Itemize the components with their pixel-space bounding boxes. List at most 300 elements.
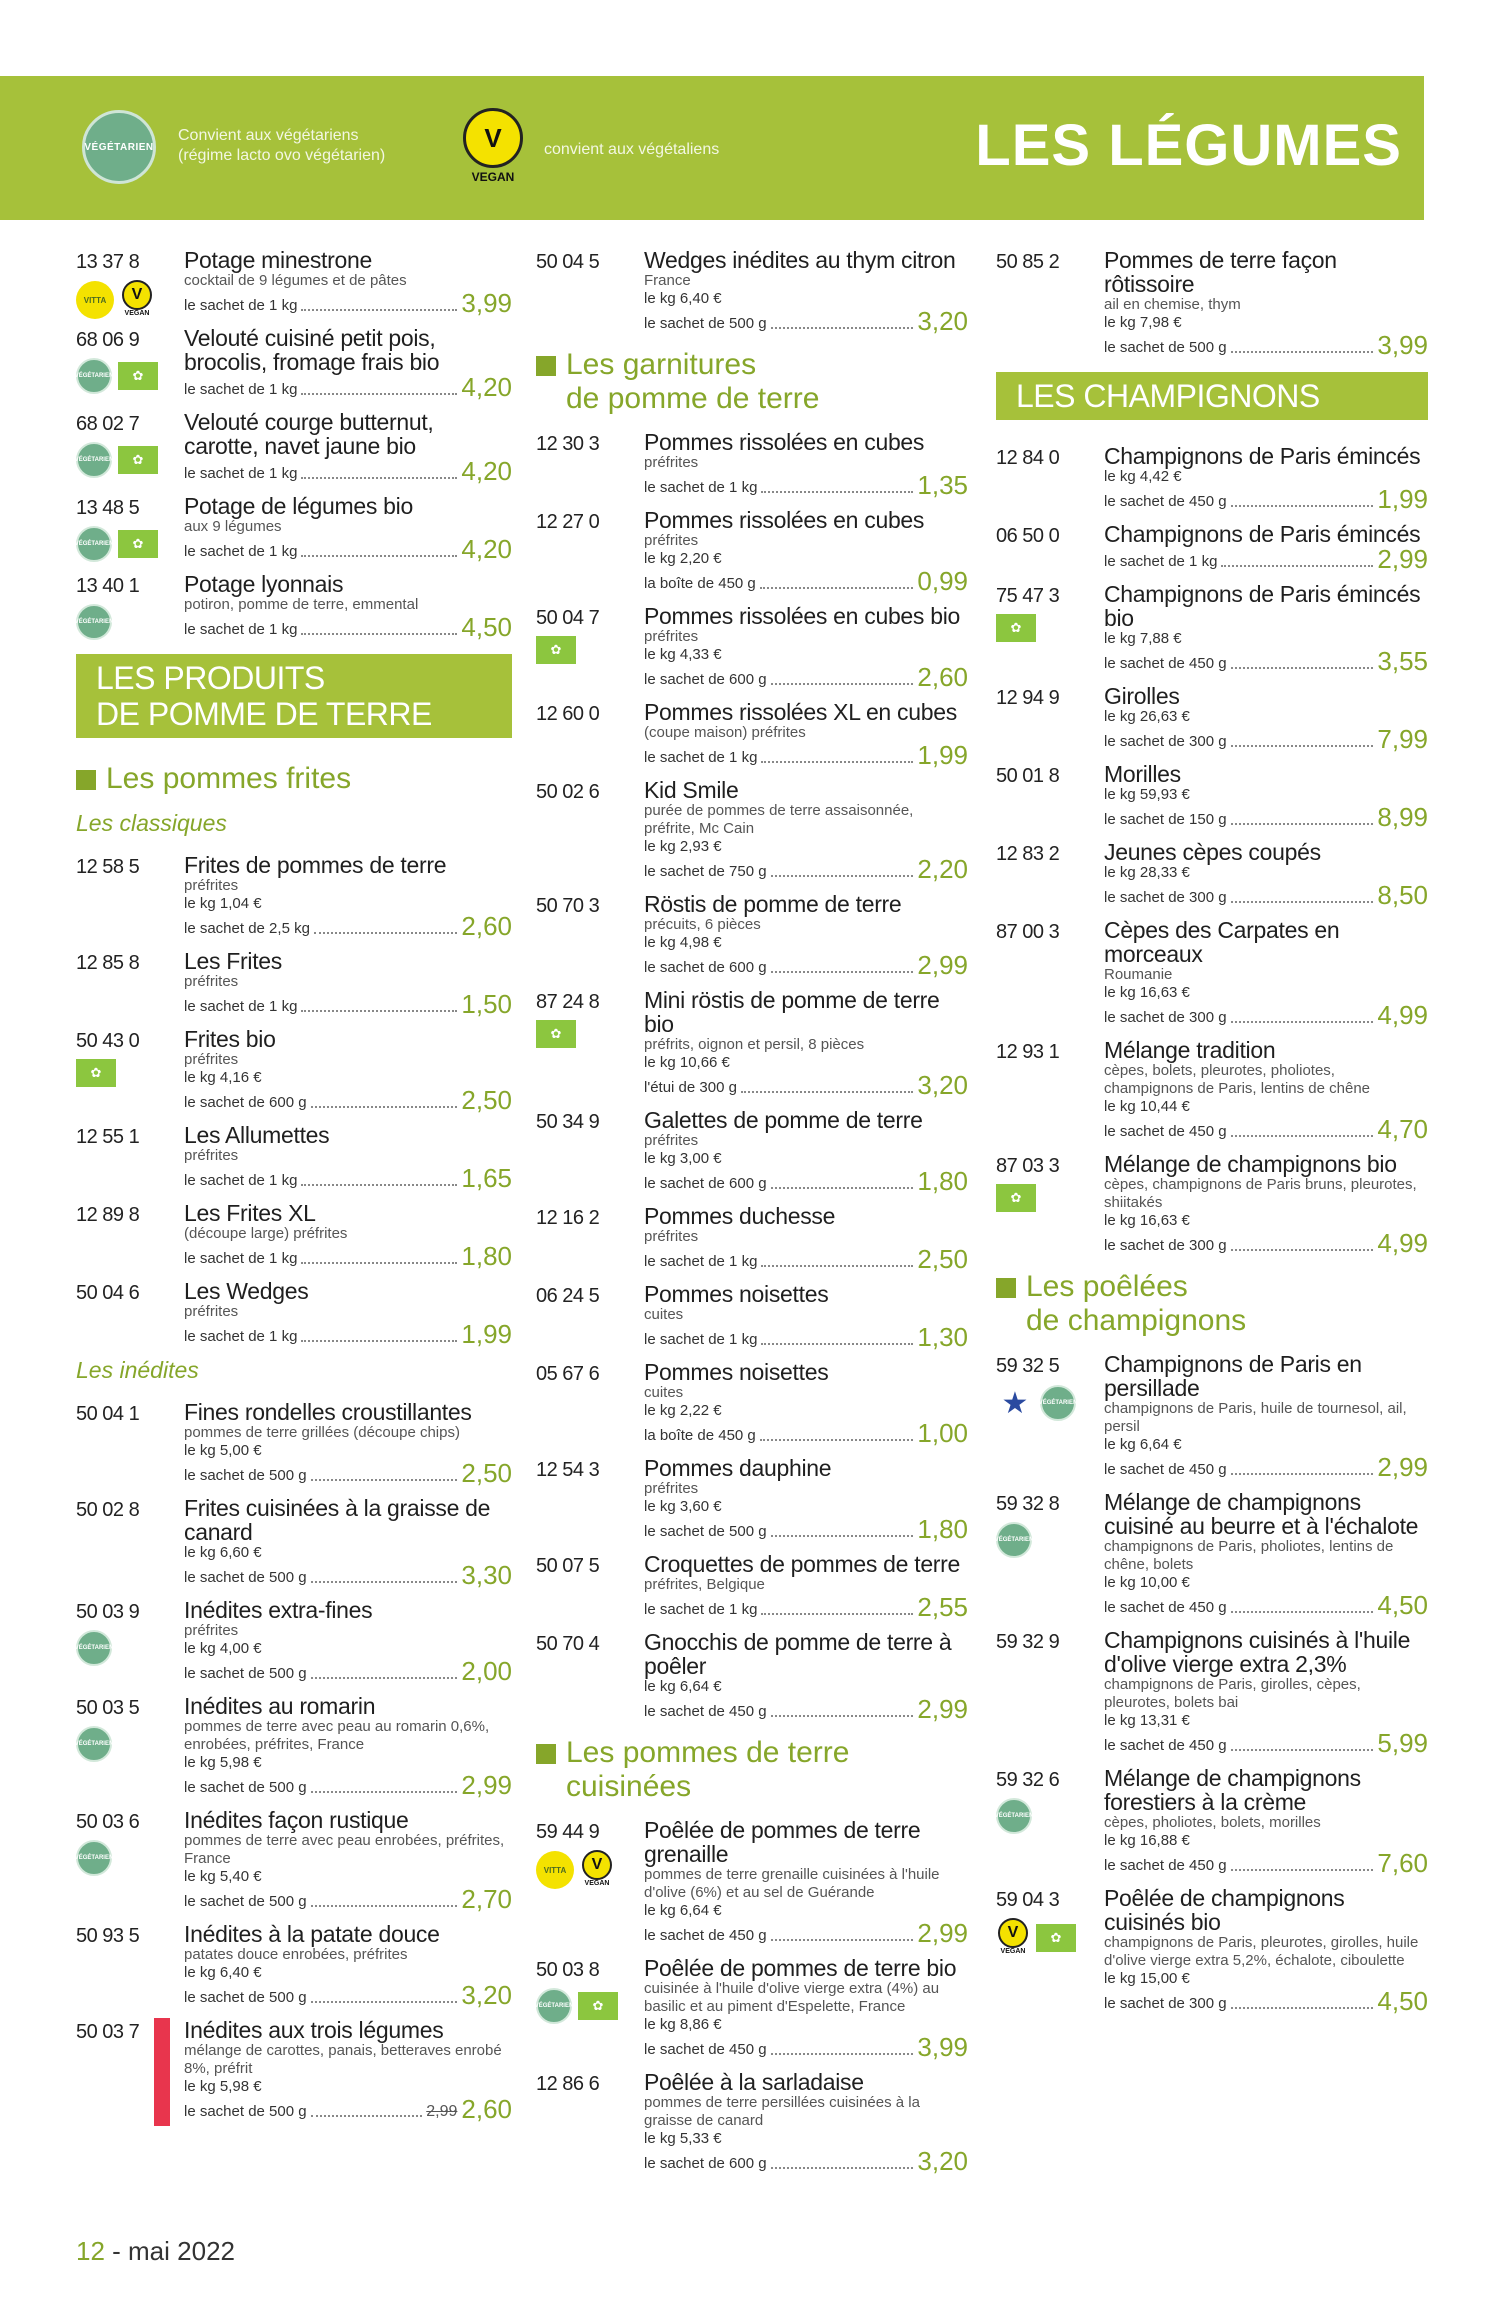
unit-price: le kg 16,63 €: [1104, 1212, 1190, 1229]
price-line: [1104, 546, 1428, 572]
unit-price: le kg 7,98 €: [1104, 314, 1182, 331]
price-line: [644, 1516, 968, 1542]
product-description: potiron, pomme de terre, emmental: [184, 596, 419, 613]
price-line: [184, 1886, 512, 1912]
product-list: [76, 248, 512, 640]
product-code: 06 24 5: [536, 1285, 600, 1307]
product-description: préfrites: [644, 1480, 699, 1497]
product-item: [76, 1201, 512, 1269]
price-line: [644, 1324, 968, 1350]
product-name: Inédites extra-fines: [184, 1597, 373, 1623]
product-code: 12 54 3: [536, 1459, 600, 1481]
price: 2,60: [461, 2094, 512, 2124]
price: 4,70: [1377, 1114, 1428, 1144]
product-name: Wedges inédites au thym citron: [644, 247, 956, 273]
dot-leader: [771, 1187, 914, 1189]
product-description: champignons de Paris, girolles, cèpes, pleurotes, bolets bai: [1104, 1676, 1361, 1711]
price: 4,99: [1377, 1000, 1428, 1030]
package-size: le sachet de 450 g: [1104, 1599, 1227, 1616]
product-code: 12 60 0: [536, 703, 600, 725]
organic-eu-leaf-icon: ✿: [996, 614, 1036, 642]
package-size: le sachet de 450 g: [1104, 655, 1227, 672]
product-name: Champignons de Paris en persillade: [1104, 1351, 1362, 1401]
price: 1,35: [917, 470, 968, 500]
vegan-label: VEGAN: [124, 310, 150, 317]
product-name: Inédites façon rustique: [184, 1807, 409, 1833]
price: 4,20: [461, 534, 512, 564]
price-line: [644, 1420, 968, 1446]
product-description: Roumanie: [1104, 966, 1173, 983]
price-line: [184, 1087, 512, 1113]
product-list: [996, 1352, 1428, 2014]
subsection-garnitures: Les garnitures de pomme de terre: [536, 348, 968, 416]
dot-leader: [761, 761, 913, 763]
product-labels: [76, 1059, 116, 1087]
subsection-poelees-champignons: Les poêlées de champignons: [996, 1270, 1428, 1338]
package-size: le sachet de 1 kg: [184, 1250, 298, 1267]
product-code: 59 44 9: [536, 1821, 600, 1843]
price: 3,55: [1377, 646, 1428, 676]
dot-leader: [1231, 2007, 1374, 2009]
product-name: Frites bio: [184, 1026, 276, 1052]
product-name: Potage lyonnais: [184, 571, 344, 597]
product-item: [536, 1360, 968, 1446]
dot-leader: [1231, 1021, 1374, 1023]
price-line: [1104, 1988, 1428, 2014]
promo-marker: [154, 2018, 170, 2126]
vegan-badge-icon: V VEGAN: [460, 108, 526, 190]
category-classiques: Les classiques: [76, 810, 227, 836]
price-line: [1104, 1116, 1428, 1142]
product-description: préfrites: [184, 1622, 239, 1639]
product-name: Frites de pommes de terre: [184, 852, 447, 878]
vegetarian-legend-line-1: Convient aux végétariens: [178, 127, 359, 144]
product-description: purée de pommes de terre assaisonnée, préfrite, Mc Cain: [644, 802, 914, 837]
price-line: [644, 472, 968, 498]
price-line: [644, 2034, 968, 2060]
product-item: [996, 1766, 1428, 1876]
product-list: [536, 1818, 968, 2174]
organic-eu-leaf-icon: ✿: [996, 1184, 1036, 1212]
dot-leader: [301, 477, 457, 479]
package-size: le sachet de 300 g: [1104, 1995, 1227, 2012]
product-code: 50 04 1: [76, 1403, 140, 1425]
price-line: [184, 1321, 512, 1347]
price-line: [184, 1562, 512, 1588]
product-item: [76, 1279, 512, 1347]
price-line: [1104, 1730, 1428, 1756]
dot-leader: [314, 932, 457, 934]
unit-price: le kg 5,98 €: [184, 2078, 262, 2095]
unit-price: le kg 28,33 €: [1104, 864, 1190, 881]
product-item: [536, 1204, 968, 1272]
product-description: pommes de terre avec peau au romarin 0,6%, enrobées, préfrites, France: [184, 1718, 490, 1753]
price-line: [1104, 726, 1428, 752]
unit-price: le kg 13,31 €: [1104, 1712, 1190, 1729]
unit-price: le kg 4,00 €: [184, 1640, 262, 1657]
vegetarian-icon: VÉGÉTARIEN: [76, 358, 112, 394]
package-size: le sachet de 450 g: [644, 2041, 767, 2058]
product-name: Jeunes cèpes coupés: [1104, 839, 1321, 865]
price: 2,99: [1377, 1452, 1428, 1482]
product-item: [536, 2070, 968, 2174]
product-name: Cèpes des Carpates en morceaux: [1104, 917, 1340, 967]
product-labels: [536, 1988, 618, 2024]
unit-price: le kg 5,98 €: [184, 1754, 262, 1771]
product-description: mélange de carottes, panais, betteraves enrobé 8%, préfrit: [184, 2042, 502, 2077]
unit-price: le kg 4,33 €: [644, 646, 722, 663]
product-description: aux 9 légumes: [184, 518, 282, 535]
product-description: cocktail de 9 légumes et de pâtes: [184, 272, 407, 289]
package-size: le sachet de 1 kg: [184, 1172, 298, 1189]
product-labels: [76, 1840, 112, 1876]
product-list: [996, 444, 1428, 1256]
product-name: Pommes rissolées en cubes: [644, 507, 925, 533]
product-code: 12 84 0: [996, 447, 1060, 469]
unit-price: le kg 16,88 €: [1104, 1832, 1190, 1849]
unit-price: le kg 5,40 €: [184, 1868, 262, 1885]
product-item: [996, 444, 1428, 512]
product-item: [536, 988, 968, 1098]
price: 8,50: [1377, 880, 1428, 910]
dot-leader: [311, 2001, 458, 2003]
product-code: 50 04 7: [536, 607, 600, 629]
product-item: [996, 840, 1428, 908]
product-name: Fines rondelles croustillantes: [184, 1399, 472, 1425]
price: 4,99: [1377, 1228, 1428, 1258]
product-description: patates douce enrobées, préfrites: [184, 1946, 408, 1963]
product-item: [996, 1038, 1428, 1142]
price-line: [184, 290, 512, 316]
product-code: 50 03 9: [76, 1601, 140, 1623]
product-item: [536, 700, 968, 768]
package-size: le sachet de 2,5 kg: [184, 920, 310, 937]
package-size: le sachet de 600 g: [644, 671, 767, 688]
product-name: Poêlée à la sarladaise: [644, 2069, 864, 2095]
product-description: champignons de Paris, pleurotes, girolles, huile d'olive vierge extra 5,2%, échalote, ciboulette: [1104, 1934, 1419, 1969]
organic-eu-leaf-icon: ✿: [536, 1020, 576, 1048]
product-code: 87 00 3: [996, 921, 1060, 943]
vegan-label: VEGAN: [584, 1880, 610, 1887]
product-description: préfrites: [184, 1147, 239, 1164]
product-item: [76, 1922, 512, 2008]
price: 2,70: [461, 1884, 512, 1914]
price: 3,30: [461, 1560, 512, 1590]
dot-leader: [1231, 667, 1374, 669]
product-code: 50 07 5: [536, 1555, 600, 1577]
product-item: [76, 1400, 512, 1486]
product-item: [536, 778, 968, 882]
product-description: (découpe large) préfrites: [184, 1225, 348, 1242]
dot-leader: [761, 491, 913, 493]
product-description: cèpes, champignons de Paris bruns, pleurotes, shiitakés: [1104, 1176, 1417, 1211]
product-item: [76, 248, 512, 316]
product-name: Inédites aux trois légumes: [184, 2017, 444, 2043]
package-size: l'étui de 300 g: [644, 1079, 737, 1096]
dot-leader: [1231, 823, 1374, 825]
price: 0,99: [917, 566, 968, 596]
price-line: [1104, 1230, 1428, 1256]
product-code: 59 32 8: [996, 1493, 1060, 1515]
dot-leader: [1231, 505, 1374, 507]
vegetarian-icon: VÉGÉTARIEN: [76, 1840, 112, 1876]
package-size: le sachet de 150 g: [1104, 811, 1227, 828]
product-name: Champignons de Paris émincés: [1104, 443, 1421, 469]
price: 8,99: [1377, 802, 1428, 832]
product-code: 59 32 6: [996, 1769, 1060, 1791]
organic-eu-leaf-icon: ✿: [76, 1059, 116, 1087]
dot-leader: [301, 633, 457, 635]
package-size: la boîte de 450 g: [644, 1427, 756, 1444]
column-1: [76, 248, 512, 2132]
product-description: champignons de Paris, huile de tournesol, ail, persil: [1104, 1400, 1407, 1435]
product-description: préfrits, oignon et persil, 8 pièces: [644, 1036, 865, 1053]
product-name: Mélange de champignons cuisiné au beurre et à l'échalote: [1104, 1489, 1419, 1539]
vegan-legend: convient aux végétaliens: [544, 141, 720, 158]
dot-leader: [761, 1265, 913, 1267]
product-code: 50 43 0: [76, 1030, 140, 1052]
package-size: le sachet de 1 kg: [184, 1328, 298, 1345]
package-size: le sachet de 1 kg: [184, 998, 298, 1015]
price-line: [184, 1165, 512, 1191]
product-labels: [536, 1850, 614, 1890]
price-line: [184, 2096, 512, 2122]
package-size: le sachet de 1 kg: [644, 1331, 758, 1348]
product-labels: [76, 1726, 112, 1762]
product-code: 12 85 8: [76, 952, 140, 974]
unit-price: le kg 5,33 €: [644, 2130, 722, 2147]
dot-leader: [771, 2167, 914, 2169]
product-code: 06 50 0: [996, 525, 1060, 547]
package-size: le sachet de 600 g: [644, 2155, 767, 2172]
old-price: 2,99: [426, 2103, 458, 2120]
vitta-logo-icon: VITTA: [76, 281, 114, 319]
product-labels: [76, 442, 158, 478]
product-item: [996, 684, 1428, 752]
issue-date: - mai 2022: [104, 2236, 235, 2266]
package-size: le sachet de 450 g: [1104, 493, 1227, 510]
product-code: 12 93 1: [996, 1041, 1060, 1063]
product-list: [536, 430, 968, 1722]
product-item: [996, 582, 1428, 674]
organic-eu-leaf-icon: ✿: [1036, 1924, 1076, 1952]
product-name: Croquettes de pommes de terre: [644, 1551, 961, 1577]
product-list: [536, 248, 968, 334]
product-name: Girolles: [1104, 683, 1180, 709]
page-number: 12: [76, 2236, 105, 2266]
dot-leader: [1231, 1611, 1374, 1613]
product-code: 68 02 7: [76, 413, 140, 435]
product-item: [536, 892, 968, 978]
dot-leader: [301, 1010, 457, 1012]
price: 1,65: [461, 1163, 512, 1193]
product-name: Les Frites: [184, 948, 282, 974]
unit-price: le kg 10,44 €: [1104, 1098, 1190, 1115]
vegetarian-icon: VÉGÉTARIEN: [76, 604, 112, 640]
unit-price: le kg 7,88 €: [1104, 630, 1182, 647]
product-description: préfrites: [184, 877, 239, 894]
product-name: Mélange de champignons forestiers à la crème: [1104, 1765, 1361, 1815]
product-name: Mélange de champignons bio: [1104, 1151, 1397, 1177]
product-item: [76, 853, 512, 939]
product-item: [536, 1956, 968, 2060]
product-name: Kid Smile: [644, 777, 739, 803]
package-size: le sachet de 300 g: [1104, 1237, 1227, 1254]
price-line: [184, 991, 512, 1017]
unit-price: le kg 4,98 €: [644, 934, 722, 951]
dot-leader: [1231, 1749, 1374, 1751]
price: 1,99: [1377, 484, 1428, 514]
dot-leader: [1231, 1869, 1374, 1871]
vegetarian-icon: VÉGÉTARIEN: [996, 1522, 1032, 1558]
organic-eu-leaf-icon: ✿: [578, 1992, 618, 2020]
price: 1,99: [917, 740, 968, 770]
product-labels: [76, 1630, 112, 1666]
organic-eu-leaf-icon: ✿: [536, 636, 576, 664]
package-size: le sachet de 1 kg: [644, 749, 758, 766]
package-size: le sachet de 600 g: [184, 1094, 307, 1111]
price: 2,50: [461, 1458, 512, 1488]
product-name: Champignons de Paris émincés bio: [1104, 581, 1421, 631]
product-name: Poêlée de pommes de terre bio: [644, 1955, 957, 1981]
unit-price: le kg 6,64 €: [644, 1902, 722, 1919]
dot-leader: [771, 2053, 914, 2055]
unit-price: le kg 4,42 €: [1104, 468, 1182, 485]
product-item: [996, 1490, 1428, 1618]
section-produits-pomme-de-terre: LES PRODUITS DE POMME DE TERRE: [76, 654, 512, 738]
price: 7,99: [1377, 724, 1428, 754]
unit-price: le kg 6,64 €: [644, 1678, 722, 1695]
product-name: Les Allumettes: [184, 1122, 330, 1148]
vegetarian-legend: [178, 126, 385, 166]
price: 3,20: [461, 1980, 512, 2010]
product-description: préfrites: [644, 1228, 699, 1245]
price: 2,55: [917, 1592, 968, 1622]
product-code: 50 02 6: [536, 781, 600, 803]
vegetarian-icon: VÉGÉTARIEN: [536, 1988, 572, 2024]
product-name: Champignons cuisinés à l'huile d'olive vierge extra 2,3%: [1104, 1627, 1411, 1677]
price-line: [1104, 1850, 1428, 1876]
product-description: pommes de terre avec peau enrobées, préfrites, France: [184, 1832, 505, 1867]
product-list: [76, 1400, 512, 2122]
package-size: le sachet de 1 kg: [184, 543, 298, 560]
product-code: 50 03 7: [76, 2021, 140, 2043]
product-description: ail en chemise, thym: [1104, 296, 1241, 313]
unit-price: le kg 10,66 €: [644, 1054, 730, 1071]
product-labels: [76, 280, 154, 320]
dot-leader: [1221, 565, 1373, 567]
product-code: 59 04 3: [996, 1889, 1060, 1911]
product-description: préfrites: [644, 454, 699, 471]
product-code: 12 86 6: [536, 2073, 600, 2095]
subsection-pommes-frites: Les pommes frites: [76, 762, 512, 796]
dot-leader: [301, 555, 457, 557]
product-name: Poêlée de champignons cuisinés bio: [1104, 1885, 1345, 1935]
product-description: champignons de Paris, pholiotes, lentins de chêne, bolets: [1104, 1538, 1394, 1573]
package-size: le sachet de 300 g: [1104, 889, 1227, 906]
package-size: le sachet de 1 kg: [184, 465, 298, 482]
product-name: Inédites à la patate douce: [184, 1921, 440, 1947]
product-code: 12 58 5: [76, 856, 140, 878]
dot-leader: [771, 1939, 914, 1941]
vegetarian-icon: VÉGÉTARIEN: [1040, 1385, 1076, 1421]
vegetarian-icon: VÉGÉTARIEN: [76, 1726, 112, 1762]
product-item: [536, 508, 968, 594]
price: 3,20: [917, 306, 968, 336]
product-description: préfrites, Belgique: [644, 1576, 765, 1593]
price: 1,99: [461, 1319, 512, 1349]
product-labels: [996, 1184, 1036, 1212]
vegetarian-icon: VÉGÉTARIEN: [76, 442, 112, 478]
product-item: [76, 1123, 512, 1191]
dot-leader: [311, 1581, 458, 1583]
package-size: le sachet de 450 g: [1104, 1461, 1227, 1478]
price-line: [184, 1460, 512, 1486]
product-code: 50 04 5: [536, 251, 600, 273]
product-description: cèpes, bolets, pleurotes, pholiotes, champignons de Paris, lentins de chêne: [1104, 1062, 1371, 1097]
product-description: cuisinée à l'huile d'olive vierge extra (4%) au basilic et au piment d'Espelette, France: [644, 1980, 940, 2015]
package-size: le sachet de 600 g: [644, 959, 767, 976]
vegetarian-icon: VÉGÉTARIEN: [76, 526, 112, 562]
product-code: 12 83 2: [996, 843, 1060, 865]
product-item: [76, 1027, 512, 1113]
product-name: Pommes rissolées en cubes: [644, 429, 925, 455]
price: 2,20: [917, 854, 968, 884]
vegetarian-icon: VÉGÉTARIEN: [996, 1798, 1032, 1834]
vegan-icon: [996, 1918, 1030, 1958]
product-labels: [76, 604, 112, 640]
dot-leader: [771, 1715, 914, 1717]
dot-leader: [301, 309, 457, 311]
product-item: [996, 1628, 1428, 1756]
price-line: [1104, 1454, 1428, 1480]
product-item: [536, 1282, 968, 1350]
vegan-letter-icon: V: [998, 1918, 1028, 1948]
product-name: Mélange tradition: [1104, 1037, 1276, 1063]
product-item: [536, 1108, 968, 1194]
product-item: [996, 522, 1428, 572]
price-line: [644, 1594, 968, 1620]
product-code: 87 24 8: [536, 991, 600, 1013]
package-size: le sachet de 450 g: [644, 1927, 767, 1944]
product-name: Gnocchis de pomme de terre à poêler: [644, 1629, 952, 1679]
package-size: le sachet de 300 g: [1104, 1009, 1227, 1026]
package-size: le sachet de 1 kg: [1104, 553, 1218, 570]
product-code: 12 30 3: [536, 433, 600, 455]
product-item: [76, 2018, 512, 2122]
unit-price: le kg 5,00 €: [184, 1442, 262, 1459]
unit-price: le kg 16,63 €: [1104, 984, 1190, 1001]
product-code: 05 67 6: [536, 1363, 600, 1385]
organic-eu-leaf-icon: ✿: [118, 446, 158, 474]
package-size: le sachet de 1 kg: [644, 1601, 758, 1618]
unit-price: le kg 2,93 €: [644, 838, 722, 855]
price: 2,99: [1377, 544, 1428, 574]
vegetarian-legend-line-2: (régime lacto ovo végétarien): [178, 147, 386, 164]
unit-price: le kg 2,20 €: [644, 550, 722, 567]
product-code: 50 70 3: [536, 895, 600, 917]
product-list: [996, 248, 1428, 358]
price-line: [1104, 1002, 1428, 1028]
unit-price: le kg 1,04 €: [184, 895, 262, 912]
package-size: le sachet de 500 g: [184, 1893, 307, 1910]
product-code: 50 34 9: [536, 1111, 600, 1133]
price-line: [1104, 1592, 1428, 1618]
product-labels: [996, 1522, 1032, 1558]
product-name: Velouté courge butternut, carotte, navet jaune bio: [184, 409, 434, 459]
price-line: [1104, 804, 1428, 830]
price-line: [644, 856, 968, 882]
